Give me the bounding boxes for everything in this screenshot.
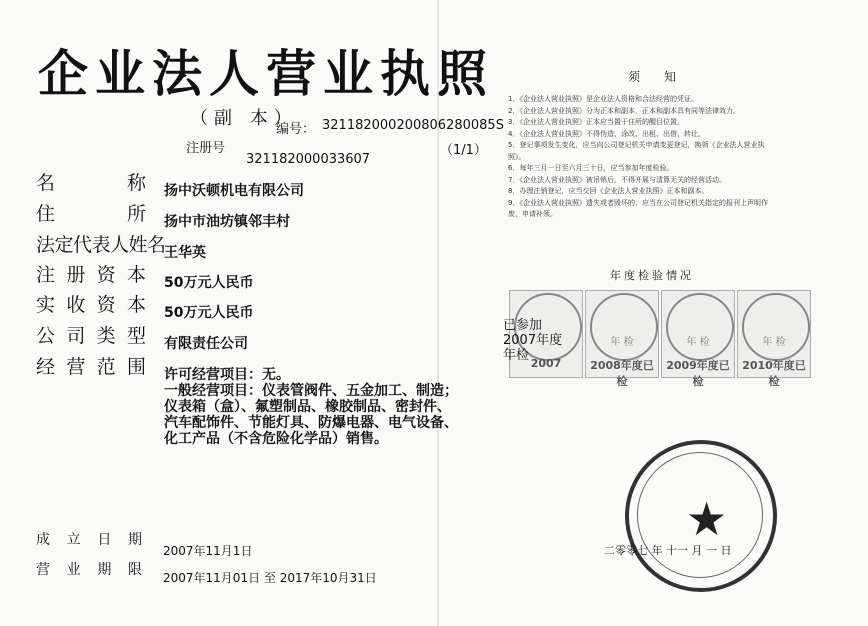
established-date-value: 2007年11月1日 bbox=[163, 544, 253, 558]
field-label-business-scope: 经 营 范 围 bbox=[36, 356, 146, 378]
register-label: 注册号 bbox=[186, 141, 226, 156]
licensed-scope: 许可经营项目：无。 bbox=[164, 367, 290, 383]
field-value-paid-capital: 50万元人民币 bbox=[164, 305, 254, 321]
notice-item: 3．《企业法人营业执照》正本应当置于住所的醒目位置。 bbox=[508, 118, 684, 126]
star-icon: ★ bbox=[686, 492, 728, 546]
field-value-registered-capital: 50万元人民币 bbox=[164, 275, 254, 291]
business-term-label: 营 业 期 限 bbox=[36, 562, 142, 578]
register-number: 321182000033607 bbox=[246, 152, 371, 167]
business-term-value: 2007年11月01日 至 2017年10月31日 bbox=[163, 571, 377, 585]
notice-item: 9．《企业法人营业执照》遗失或者毁坏的，应当在公司登记机关指定的报刊上声明作废，申请补领。 bbox=[508, 198, 768, 218]
annual-inspection-title: 年度检验情况 bbox=[610, 269, 694, 282]
stamp-ring-icon bbox=[666, 293, 734, 361]
notice-title: 须知 bbox=[628, 70, 701, 84]
general-scope: 一般经营项目：仪表管阀件、五金加工、制造；仪表箱（盒）、氟塑制品、橡胶制品、密封件、汽车配饰件、节能灯具、防爆电器、电气设备、化工产品（不含危险化学品）销售。 bbox=[164, 383, 458, 447]
annual-inspection-note: 已参加 2007年度 年检 bbox=[503, 318, 563, 363]
notice-item: 1．《企业法人营业执照》是企业法人资格和合法经营的凭证。 bbox=[508, 95, 698, 103]
notice-item: 8．办理注销登记，应当交回《企业法人营业执照》正本和副本。 bbox=[508, 187, 709, 195]
notice-item: 4．《企业法人营业执照》不得伪造、涂改、出租、出借、转让。 bbox=[508, 129, 705, 138]
serial-number: 321182000200806280085S bbox=[322, 118, 504, 133]
field-value-name: 扬中沃顿机电有限公司 bbox=[164, 183, 304, 199]
field-label-legal-rep: 法定代表人姓名 bbox=[36, 234, 166, 256]
stamp-ring-icon bbox=[742, 293, 810, 361]
stamp-ring-icon bbox=[590, 293, 658, 361]
field-label-company-type: 公 司 类 型 bbox=[36, 325, 146, 347]
notice-item: 2．《企业法人营业执照》分为正本和副本，正本和副本具有同等法律效力。 bbox=[508, 106, 740, 115]
inspection-stamp-2009: 年 检 2009年度已检 bbox=[661, 290, 735, 378]
notice-item: 5．登记事项发生变化，应当向公司登记机关申请变更登记，换领《企业法人营业执照》。 bbox=[508, 141, 765, 161]
field-value-address: 扬中市油坊镇邻丰村 bbox=[164, 214, 290, 230]
field-label-registered-capital: 注 册 资 本 bbox=[36, 264, 146, 286]
issue-date: 二零零七 年 十一 月 一 日 bbox=[604, 544, 732, 557]
notice-item: 7．《企业法人营业执照》被吊销后，不得开展与清算无关的经营活动。 bbox=[508, 175, 726, 184]
field-label-paid-capital: 实 收 资 本 bbox=[36, 294, 146, 316]
page-indicator: （1/1） bbox=[440, 143, 487, 158]
official-seal-icon bbox=[625, 440, 777, 592]
serial-label: 编号： bbox=[276, 122, 316, 137]
notice-list bbox=[508, 94, 780, 221]
field-value-legal-rep: 王华英 bbox=[164, 245, 206, 261]
field-label-name: 名 称 bbox=[36, 172, 146, 194]
field-value-company-type: 有限责任公司 bbox=[164, 336, 248, 352]
notice-item: 6．每年三月一日至六月三十日，应当参加年度检验。 bbox=[508, 164, 674, 172]
license-title: 企业法人营业执照 bbox=[38, 44, 494, 103]
established-date-label: 成 立 日 期 bbox=[36, 532, 142, 548]
inspection-stamp-2008: 年 检 2008年度已检 bbox=[585, 290, 659, 378]
inspection-stamp-2010: 年 检 2010年度已检 bbox=[737, 290, 811, 378]
inspection-stamp-2007: 2007 bbox=[509, 290, 583, 378]
license-subtitle: （副 本） bbox=[190, 108, 298, 129]
field-label-address: 住 所 bbox=[36, 203, 146, 225]
business-scope-text bbox=[164, 367, 464, 447]
